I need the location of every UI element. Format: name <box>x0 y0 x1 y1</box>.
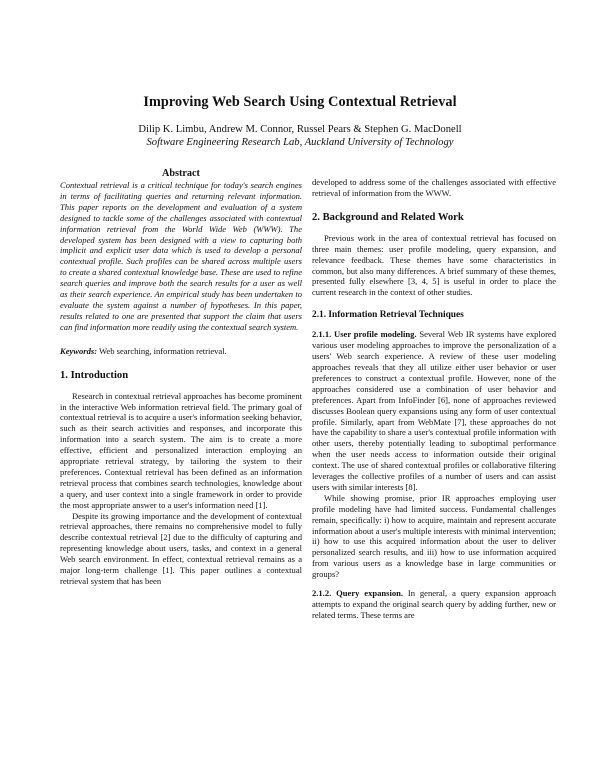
paper-affiliation: Software Engineering Research Lab, Auckland University of Technology <box>146 137 454 148</box>
abstract-heading: Abstract <box>162 168 200 179</box>
keywords-text: Web searching, information retrieval. <box>97 345 227 356</box>
abstract-section <box>60 168 302 333</box>
user-profile-paragraph <box>312 329 556 493</box>
user-profile-runhead: 2.1.1. User profile modeling. <box>312 329 417 340</box>
abstract-text: Contextual retrieval is a critical technique for today's search engines in terms of facilitating queries and returning relevant information. This paper reports on the development and evaluation of a system designed to tackle some of the challenges associated with contextual information retrieval from the World Wide Web (WWW). The developed system has been designed with a view to capturing both implicit and explicit user data which is used to develop a personal contextual profile. Such profiles can be shared across multiple users to create a shared contextual knowledge base. These are used to refine search queries and improve both the search results for a user as well as their search experience. An empirical study has been undertaken to evaluate the system against a number of hypotheses. In this paper, results related to one are presented that support the claim that users can find information more readily using the contextual search system. <box>60 180 302 332</box>
background-paragraph: Previous work in the area of contextual retrieval has focused on three main themes: user profile modeling, query expansion, and relevance feedback. These themes have some characteristics in common, but also many differences. A brief summary of these themes, presented fully elsewhere [3, 4, 5] is useful in order to place the current research in the context of other studies. <box>312 232 556 298</box>
intro-paragraph-2: Despite its growing importance and the development of contextual retrieval approaches, there remains no comprehensive model to fully describe contextual retrieval [2] due to the difficulty of capturing and representing knowledge about users, tasks, and context in a general Web search environment. In effect, contextual retrieval remains as a major long-term challenge [1]. This paper outlines a contextual retrieval system that has been <box>60 510 302 586</box>
right-column <box>312 177 556 621</box>
left-column <box>60 168 302 587</box>
paper-title: Improving Web Search Using Contextual Retrieval <box>143 94 457 110</box>
query-expansion-text: In general, a query expansion approach attempts to expand the original search query by adding further, new or related terms. These terms are <box>312 588 556 620</box>
query-expansion-paragraph <box>312 588 556 621</box>
keywords-label: Keywords: <box>60 345 98 356</box>
background-heading: 2. Background and Related Work <box>312 211 464 223</box>
ir-techniques-heading: 2.1. Information Retrieval Techniques <box>312 310 464 321</box>
intro-paragraph-1: Research in contextual retrieval approaches has become prominent in the interactive Web information retrieval field. The primary goal of contextual retrieval is to acquire a user's information seeking behavior, such as their search activities and responses, and incorporate this information into a search system. The aim is to create a more effective, efficient and personalized interaction employing an appropriate retrieval strategy, by tailoring the system to their preferences. Contextual retrieval has been defined as an information retrieval process that combines search technologies, knowledge about a query, and user context into a single framework in order to provide the most appropriate answer to a user's information need [1]. <box>60 390 302 510</box>
intro-heading: 1. Introduction <box>60 369 129 381</box>
user-profile-paragraph-2: While showing promise, prior IR approaches employing user profile modeling have had limited success. Fundamental challenges remain, specifically: i) how to acquire, maintain and represent accurate information about a user's multiple interests with minimal intervention; ii) how to use this acquired information about the user to deliver personalized search results, and iii) how to use information acquired from various users as a knowledge base in large communities or groups? <box>312 492 556 580</box>
user-profile-text: Several Web IR systems have explored various user modeling approaches to improve the personalization of a users' Web search experience. A review of these user modeling approaches reveals that they all utilize either user behavior or user preferences to construct a contextual profile. However, none of the approaches considered use a combination of user behavior and preferences. Apart from InfoFinder [6], none of approaches reviewed discusses Boolean query expansions using any form of user contextual profile. Similarly, apart from WebMate [7], these approaches do not have the capability to share a user's contextual profile information with other users, thereby potentially leading to suboptimal performance when the user needs access to information outside their original context. The use of shared contextual profiles or collaborative filtering leverages the collective profiles of a number of users and can assist users with similar interests [8]. <box>312 329 556 492</box>
paper-authors: Dilip K. Limbu, Andrew M. Connor, Russel Pears & Stephen G. MacDonell <box>138 124 462 135</box>
query-expansion-runhead: 2.1.2. Query expansion. <box>312 588 403 599</box>
intro-continuation: developed to address some of the challenges associated with effective retrieval of information from the WWW. <box>312 177 556 198</box>
keywords-line <box>60 346 302 357</box>
